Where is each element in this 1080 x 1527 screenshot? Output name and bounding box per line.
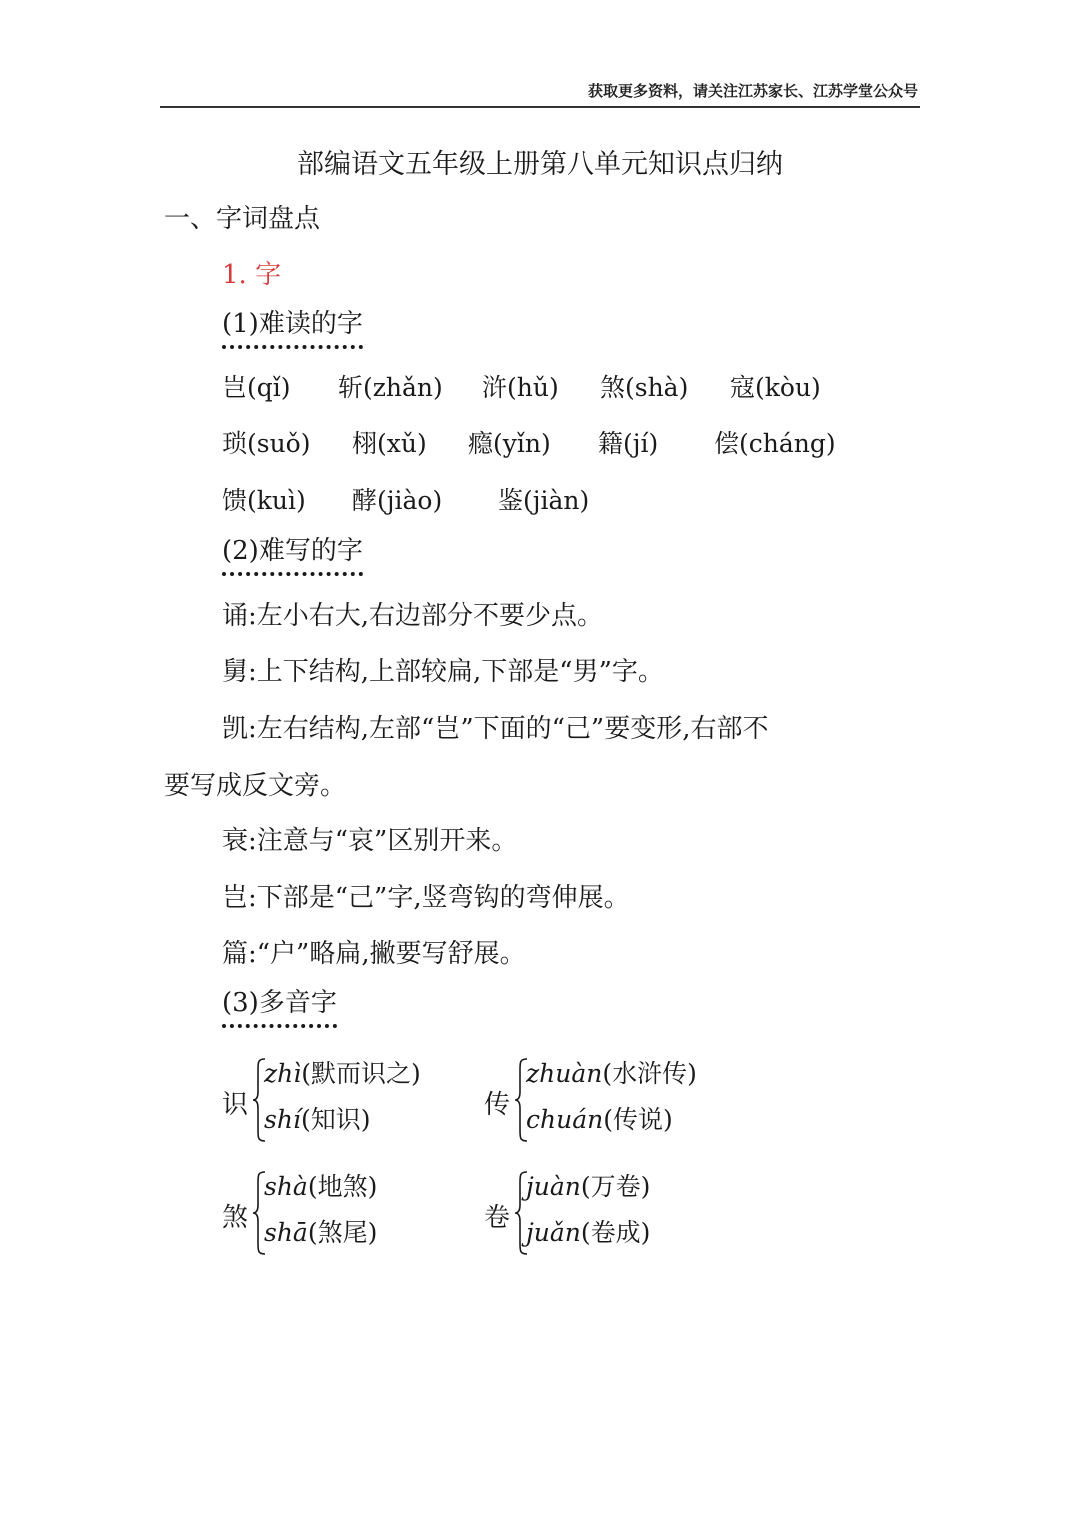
pinyin-entry: 偿(cháng) [714,429,836,458]
polyphonic-item [484,1054,744,1154]
difficult-read-heading-text: (1)难读的字 [222,309,363,349]
writing-note: 诵:左小右大,右边部分不要少点。 [222,601,604,631]
pinyin-text: shà [264,1172,308,1201]
polyphonic-reading [264,1213,377,1249]
pinyin-entry: 馈(kuì) [222,486,306,515]
writing-note: 舅:上下结构,上部较扁,下部是“男”字。 [222,657,664,687]
pinyin-entry: 琐(suǒ) [222,429,311,458]
writing-note: 凯:左右结构,左部“岂”下面的“己”要变形,右部不 [222,714,769,744]
polyphonic-item [484,1167,744,1267]
polyphonic-heading [222,982,337,1019]
pinyin-text: chuán [526,1105,604,1134]
polyphonic-reading [264,1100,370,1136]
pinyin-text: zhì [264,1059,302,1088]
pinyin-text: zhuàn [526,1059,603,1088]
difficult-read-row [222,481,589,517]
polyphonic-char: 煞 [222,1203,249,1233]
difficult-read-row [222,368,821,404]
pinyin-entry: 岂(qǐ) [222,373,291,402]
example-word: (水浒传) [602,1059,697,1088]
polyphonic-reading [264,1167,377,1203]
example-word: (煞尾) [307,1218,378,1247]
subsection-heading: 1. 字 [222,260,282,290]
section-heading: 一、字词盘点 [164,204,321,234]
pinyin-entry: 鉴(jiàn) [498,486,590,515]
pinyin-entry: 煞(shà) [600,373,689,402]
example-word: (地煞) [307,1172,378,1201]
polyphonic-item [222,1167,482,1267]
header-divider [160,106,920,108]
difficult-read-row [222,424,836,460]
difficult-write-heading-text: (2)难写的字 [222,536,363,576]
pinyin-text: shā [264,1218,308,1247]
polyphonic-item [222,1054,482,1154]
pinyin-text: juǎn [526,1218,581,1247]
polyphonic-heading-text: (3)多音字 [222,988,337,1028]
example-word: (默而识之) [301,1059,421,1088]
writing-note: 衰:注意与“哀”区别开来。 [222,826,518,856]
pinyin-entry: 瘾(yǐn) [468,429,551,458]
difficult-write-heading [222,530,363,567]
pinyin-text: shí [264,1105,301,1134]
example-word: (知识) [300,1105,371,1134]
writing-note: 篇:“户”略扁,撇要写舒展。 [222,939,526,969]
page-header-note: 获取更多资料，请关注江苏家长、江苏学堂公众号 [587,82,918,100]
page-title: 部编语文五年级上册第八单元知识点归纳 [297,149,783,180]
polyphonic-char: 传 [484,1090,511,1120]
pinyin-entry: 栩(xǔ) [352,429,427,458]
writing-note: 岂:下部是“己”字,竖弯钩的弯伸展。 [222,883,630,913]
writing-note-continued: 要写成反文旁。 [164,771,347,801]
polyphonic-reading [526,1213,650,1249]
example-word: (传说) [603,1105,673,1134]
example-word: (万卷) [580,1172,651,1201]
polyphonic-char: 识 [222,1090,249,1120]
polyphonic-char: 卷 [484,1203,511,1233]
pinyin-entry: 酵(jiào) [352,486,443,515]
polyphonic-reading [526,1167,650,1203]
pinyin-text: juàn [526,1172,581,1201]
polyphonic-reading [526,1100,673,1136]
pinyin-entry: 浒(hǔ) [482,373,559,402]
difficult-read-heading [222,303,363,340]
pinyin-entry: 籍(jí) [598,429,659,458]
pinyin-entry: 斩(zhǎn) [338,373,443,402]
example-word: (卷成) [580,1218,651,1247]
polyphonic-reading [526,1054,697,1090]
polyphonic-reading [264,1054,421,1090]
pinyin-entry: 寇(kòu) [730,373,821,402]
